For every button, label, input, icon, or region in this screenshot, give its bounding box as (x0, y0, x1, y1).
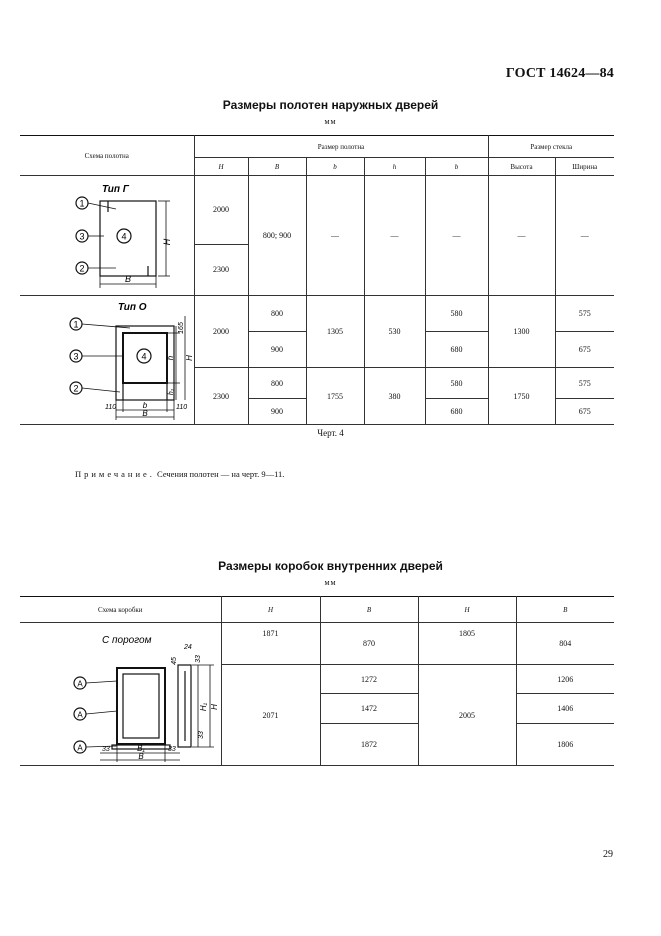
table2 (20, 596, 614, 766)
document-code: ГОСТ 14624—84 (505, 66, 614, 81)
dim-B1: B₁ (137, 744, 145, 753)
cell: 2300 (194, 244, 248, 295)
note-text: Сечения полотен — на черт. 9—11. (154, 469, 285, 479)
dim-h: h (166, 355, 175, 361)
cell: 1755 (306, 368, 364, 425)
table2-unit: мм (324, 578, 337, 587)
dim-110-left: 110 (105, 404, 117, 411)
cell: — (555, 176, 614, 296)
cell: 870 (320, 623, 418, 665)
cell: 804 (516, 623, 614, 665)
cell: 580 (425, 368, 488, 399)
table2-header-scheme: Схема коробки (20, 597, 221, 623)
cell: — (364, 176, 425, 296)
dim-H: H (162, 238, 172, 246)
table1-title: Размеры полотен наружных дверей (222, 98, 439, 112)
cell: 2071 (221, 665, 320, 766)
sketch-type-g-cell (20, 176, 194, 296)
cell: 675 (555, 399, 614, 425)
table1-col-height: Высота (488, 158, 555, 176)
callout-A-text: A (77, 743, 83, 753)
cell: 800 (248, 368, 306, 399)
cell: 1472 (320, 694, 418, 724)
door-frame-sketch (20, 623, 221, 763)
cell: 380 (364, 368, 425, 425)
callout-2-text: 2 (79, 263, 85, 274)
table1-col-width: Ширина (555, 158, 614, 176)
cell: 680 (425, 332, 488, 368)
table2-col-B: B (320, 597, 418, 623)
cell: 1871 (221, 623, 320, 665)
dim-45: 45 (171, 657, 178, 665)
dim-33-right: 33 (168, 746, 176, 753)
cell: 675 (555, 332, 614, 368)
callout-4-text: 4 (121, 231, 127, 242)
dim-H1: H₁ (199, 702, 208, 712)
cell: 580 (425, 296, 488, 332)
table2-col-B2: B (516, 597, 614, 623)
callout-3-text: 3 (79, 231, 85, 242)
callout-A-text: A (77, 679, 83, 689)
cell: 800; 900 (248, 176, 306, 296)
cell: 2000 (194, 176, 248, 245)
table1-header-glass: Размер стекла (488, 136, 614, 158)
cell: 1750 (488, 368, 555, 425)
dim-110-right: 110 (176, 404, 188, 411)
sketch-type-d-cell (20, 296, 194, 425)
frame-label: С порогом (102, 635, 152, 646)
dim-24: 24 (184, 644, 192, 651)
cell: 800 (248, 296, 306, 332)
cell: — (306, 176, 364, 296)
note (75, 469, 284, 479)
cell: 680 (425, 399, 488, 425)
table1-col-B: B (248, 158, 306, 176)
door-type-d-sketch (20, 296, 194, 422)
cell: 1406 (516, 694, 614, 724)
callout-1-text: 1 (73, 319, 79, 330)
note-lead: Примечание. (75, 469, 155, 479)
cell: 530 (364, 296, 425, 368)
cell: 1805 (418, 623, 516, 665)
callout-2-text: 2 (73, 383, 79, 394)
callout-3-text: 3 (73, 351, 79, 362)
cell: 2005 (418, 665, 516, 766)
type-d-label: Тип О (118, 302, 147, 313)
callout-A-text: A (77, 710, 83, 720)
cell: 2300 (194, 368, 248, 425)
table2-col-H2: H (418, 597, 516, 623)
page-number: 29 (603, 849, 613, 860)
dim-B: B (124, 274, 132, 284)
dim-b: b (142, 401, 148, 410)
cell: 1272 (320, 665, 418, 694)
cell: 900 (248, 399, 306, 425)
dim-33-left: 33 (102, 746, 110, 753)
cell: 1206 (516, 665, 614, 694)
table1-header-size: Размер полотна (194, 136, 488, 158)
table1 (20, 135, 614, 425)
dim-h1: h₁ (168, 388, 175, 396)
dim-B: B (142, 409, 148, 418)
table1-col-b: b (306, 158, 364, 176)
table2-title: Размеры коробок внутренних дверей (218, 559, 443, 573)
dim-H: H (185, 355, 194, 361)
dim-33-top: 33 (195, 655, 202, 663)
dim-33-bottom: 33 (198, 731, 205, 739)
table1-col-b2: b (425, 158, 488, 176)
cell: — (425, 176, 488, 296)
dim-B: B (138, 752, 144, 761)
cell: 1806 (516, 724, 614, 766)
cell: 575 (555, 296, 614, 332)
type-g-label: Тип Г (102, 184, 129, 195)
dim-H: H (210, 704, 219, 710)
cell: 900 (248, 332, 306, 368)
cell: 1300 (488, 296, 555, 368)
cell: 2000 (194, 296, 248, 368)
dim-165: 165 (178, 322, 185, 334)
callout-4-text: 4 (141, 351, 147, 362)
cell: 1872 (320, 724, 418, 766)
cell: 575 (555, 368, 614, 399)
table2-col-H: H (221, 597, 320, 623)
cell: — (488, 176, 555, 296)
door-type-g-sketch (20, 176, 194, 293)
sketch-frame-cell (20, 623, 221, 766)
callout-1-text: 1 (79, 198, 85, 209)
figure-caption: Черт. 4 (317, 428, 344, 438)
table1-col-H: H (194, 158, 248, 176)
cell: 1305 (306, 296, 364, 368)
table1-unit: мм (324, 117, 337, 126)
table1-header-scheme: Схема полотна (20, 136, 194, 176)
table1-col-h: h (364, 158, 425, 176)
